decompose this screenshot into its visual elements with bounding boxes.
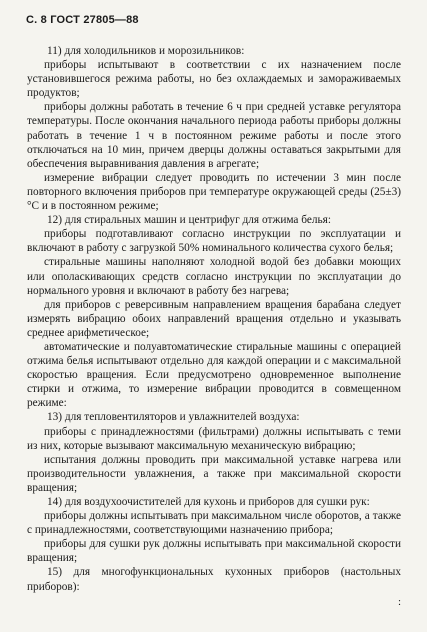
margin-mark: : bbox=[397, 596, 401, 608]
paragraph: приборы должны работать в течение 6 ч при средней уставке регулятора температуры. После окончания начального периода работы приборы должны работать в течение 1 ч в постоянном режиме работы и после этого отключаться на 10 мин, причем дверцы должны оставаться закрытыми для обеспечения выравнивания давления в агрегате; bbox=[27, 101, 401, 170]
paragraph: измерение вибрации следует проводить по истечении 3 мин после повторного включения приборов при температуре окружающей среды (25±3)°С и в постоянном режиме; bbox=[27, 171, 401, 213]
paragraph: для приборов с реверсивным направлением вращения барабана следует измерять вибрацию обоих направлений вращения отдельно и указывать среднее арифметическое; bbox=[27, 298, 401, 339]
list-item-heading: 12) для стиральных машин и центрифуг для отжима белья: bbox=[47, 214, 332, 227]
document-body bbox=[27, 44, 401, 594]
paragraph: автоматические и полуавтоматические стиральные машины с операцией отжима белья испытывают отдельно для каждой операции и с максимальной скоростью вращения. Если предусмотрено одновременное выполнение стирки и отжима, то измерение вибрации проводится в совмещенном режиме: bbox=[27, 340, 401, 410]
paragraph: приборы испытывают в соответствии с их назначением после установившегося режима работы, но без охлаждаемых и замораживаемых продуктов; bbox=[27, 59, 401, 100]
list-item-heading: 15) для многофункциональных кухонных приборов (настольных приборов): bbox=[27, 566, 401, 593]
paragraph: приборы должны испытывать при максимальном числе оборотов, а также с принадлежностями, соответствующими назначению прибора; bbox=[27, 510, 401, 537]
paragraph: приборы для сушки рук должны испытывать при максимальной скорости вращения; bbox=[27, 538, 401, 565]
list-item-heading: 14) для воздухоочистителей для кухонь и приборов для сушки рук: bbox=[47, 496, 370, 508]
paragraph: испытания должны проводить при максимальной уставке нагрева или производительности увлажнения, а также при максимальной скорости вращения; bbox=[27, 453, 401, 494]
paragraph: приборы подготавливают согласно инструкции по эксплуатации и включают в работу с загрузкой 50% номинального количества сухого белья; bbox=[27, 228, 401, 255]
list-item-heading: 11) для холодильников и морозильников: bbox=[47, 45, 245, 57]
page-header: С. 8 ГОСТ 27805—88 bbox=[26, 14, 139, 26]
list-item-heading: 13) для тепловентиляторов и увлажнителей воздуха: bbox=[47, 411, 300, 424]
paragraph: стиральные машины наполняют холодной водой без добавки моющих или ополаскивающих средств согласно инструкции по эксплуатации до нормального уровня и включают в работу без нагрева; bbox=[27, 256, 401, 297]
paragraph: приборы с принадлежностями (фильтрами) должны испытывать с теми из них, которые вызывают максимальную механическую вибрацию; bbox=[27, 425, 401, 452]
